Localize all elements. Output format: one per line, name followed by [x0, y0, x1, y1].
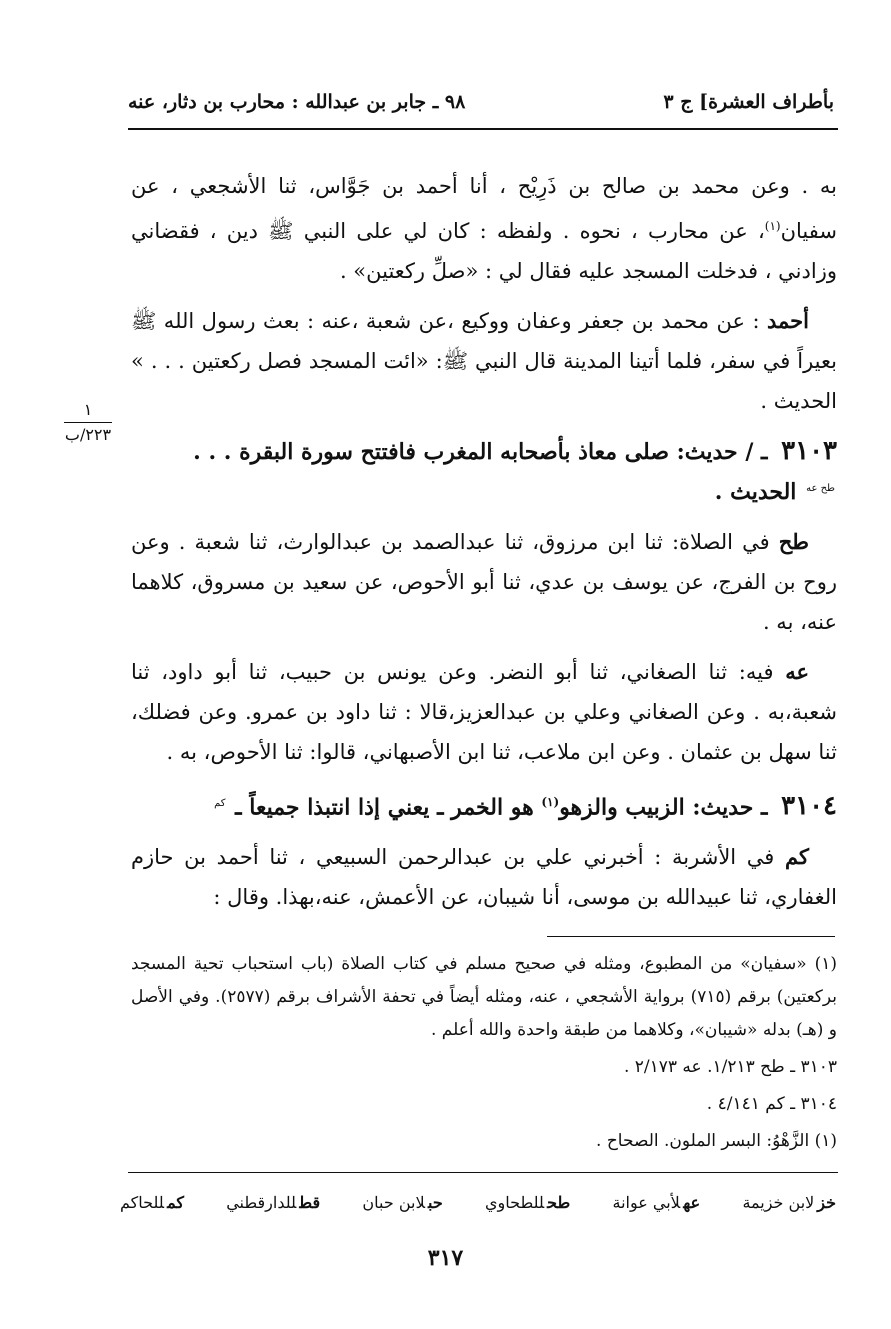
margin-note-top: ١ [83, 400, 93, 419]
running-header [128, 84, 834, 120]
abbrev-label: للدارقطني [226, 1193, 297, 1212]
page-number: ٣١٧ [427, 1245, 464, 1271]
paragraph-3 [131, 522, 837, 642]
paragraph-5 [131, 837, 837, 917]
paragraph-4-lead: عه [785, 659, 809, 684]
abbrev-code: طح [547, 1193, 571, 1212]
hadith-3104-rest: هو الخمر ـ يعني إذا انتبذا جميعاً ـ [235, 794, 534, 821]
margin-folio-note [58, 400, 118, 445]
hadith-3104-heading [131, 782, 837, 827]
abbrev-item [485, 1188, 570, 1218]
abbrev-code: قط [299, 1193, 321, 1212]
paragraph-1-rest: ، عن محارب ، نحوه . ولفظه : كان لي على النبي ﷺ دين ، فقضاني وزادني ، فدخلت المسجد عليه فقال لي : «صلِّ ركعتين» . [131, 219, 837, 283]
paragraph-2-lead: أحمد [767, 308, 809, 333]
abbrev-code: كم [167, 1193, 184, 1212]
abbrev-label: للحاكم [120, 1193, 165, 1212]
abbrev-label: لابن حبان [362, 1193, 425, 1212]
footnote-ref-1: (١) [764, 219, 781, 233]
footnote-ref-2: (١) [541, 795, 560, 809]
margin-note-line [64, 422, 112, 423]
header-book-title: بأطراف العشرة] ج ٣ [663, 91, 834, 113]
abbrev-item [742, 1188, 836, 1218]
footnote-1: (١) «سفيان» من المطبوع، ومثله في صحيح مسلم في كتاب الصلاة (باب استحباب تحية المسجد بركعتين) برقم (٧١٥) برواية الأشجعي ، عنه، ومثله أيضاً في تحفة الأشراف برقم (٢٥٧٧). وفي الأصل و (هـ) بدله «شيبان»، وكلاهما من طبقة واحدة والله أعلم . [131, 954, 838, 1040]
abbrev-item [120, 1188, 184, 1218]
paragraph-2-text: : عن محمد بن جعفر وعفان ووكيع ،عن شعبة ،عنه : بعث رسول الله ﷺ بعيراً في سفر، فلما أتينا المدينة قال النبي ﷺ: «ائت المسجد فصل ركعتين . . . » الحديث . [131, 309, 837, 413]
hadith-3104-title: ـ حديث: الزبيب والزهو [559, 794, 768, 821]
margin-note-bottom: ٢٢٣/ب [64, 425, 112, 444]
hadith-3104-sources: كم [214, 798, 226, 809]
abbrev-label: لأبي عوانة [612, 1193, 681, 1212]
paragraph-1 [131, 166, 837, 291]
footnotes [131, 948, 837, 1162]
hadith-3103-heading [131, 431, 837, 512]
hadith-3103-end: الحديث . [714, 479, 797, 505]
paragraph-4 [131, 652, 837, 772]
abbrev-item [362, 1188, 442, 1218]
hadith-3103-title: ـ / حديث: صلى معاذ بأصحابه المغرب فافتتح سورة البقرة . . . [193, 439, 768, 465]
paragraph-4-text: فيه: ثنا الصغاني، ثنا أبو النضر. وعن يونس بن حبيب، ثنا أبو داود، ثنا شعبة،به . وعن الصغاني وعلي بن عبدالعزيز،قالا : ثنا داود بن عمرو. وعن فضلك، ثنا سهل بن عثمان . وعن ابن ملاعب، ثنا ابن الأصبهاني، قالوا: ثنا الأحوص، به . [131, 660, 837, 764]
paragraph-5-lead: كم [785, 844, 809, 870]
header-chapter-title: ٩٨ ـ جابر بن عبدالله : محارب بن دثار، عنه [128, 91, 466, 113]
main-text [131, 166, 837, 927]
hadith-3104-number: ٣١٠٤ [781, 791, 837, 822]
header-rule [128, 128, 838, 130]
paragraph-1-text: به . وعن محمد بن صالح بن ذَرِيْح ، أنا أحمد بن جَوَّاس، ثنا الأشجعي ، عن سفيان [131, 174, 837, 243]
abbrev-code: حب [428, 1193, 443, 1212]
footnote-rule [547, 936, 835, 937]
abbrev-item [226, 1188, 320, 1218]
hadith-3103-sources: طح عه [806, 482, 835, 494]
footnote-2: ٣١٠٣ ـ طح ١/٢١٣. عه ٢/١٧٣ . [623, 1057, 837, 1077]
abbrev-label: للطحاوي [485, 1193, 545, 1212]
abbrev-item [613, 1188, 701, 1218]
paragraph-5-text: في الأشربة : أخبرني علي بن عبدالرحمن السبيعي ، ثنا أحمد بن حازم الغفاري، ثنا عبيدالله بن موسى، أنا شيبان، عن الأعمش، عنه،بهذا. وقال : [131, 845, 837, 910]
abbrev-code: خز [817, 1193, 836, 1212]
abbreviations-key [120, 1188, 836, 1218]
abbreviations-rule [128, 1172, 838, 1173]
abbrev-code: عه [683, 1193, 701, 1212]
footnote-4: (١) الزَّهْوُ: البسر الملون. الصحاح . [596, 1131, 837, 1151]
footnote-3: ٣١٠٤ ـ كم ٤/١٤١ . [706, 1094, 837, 1114]
paragraph-3-text: في الصلاة: ثنا ابن مرزوق، ثنا عبدالصمد بن عبدالوارث، ثنا شعبة . وعن روح بن الفرج، عن يوسف بن عدي، ثنا أبو الأحوص، عن سعيد بن مسروق، كلاهما عنه، به . [131, 530, 837, 634]
hadith-3103-number: ٣١٠٣ [781, 436, 837, 466]
abbrev-label: لابن خزيمة [742, 1193, 815, 1212]
paragraph-2 [131, 301, 837, 421]
paragraph-3-lead: طح [778, 529, 809, 554]
